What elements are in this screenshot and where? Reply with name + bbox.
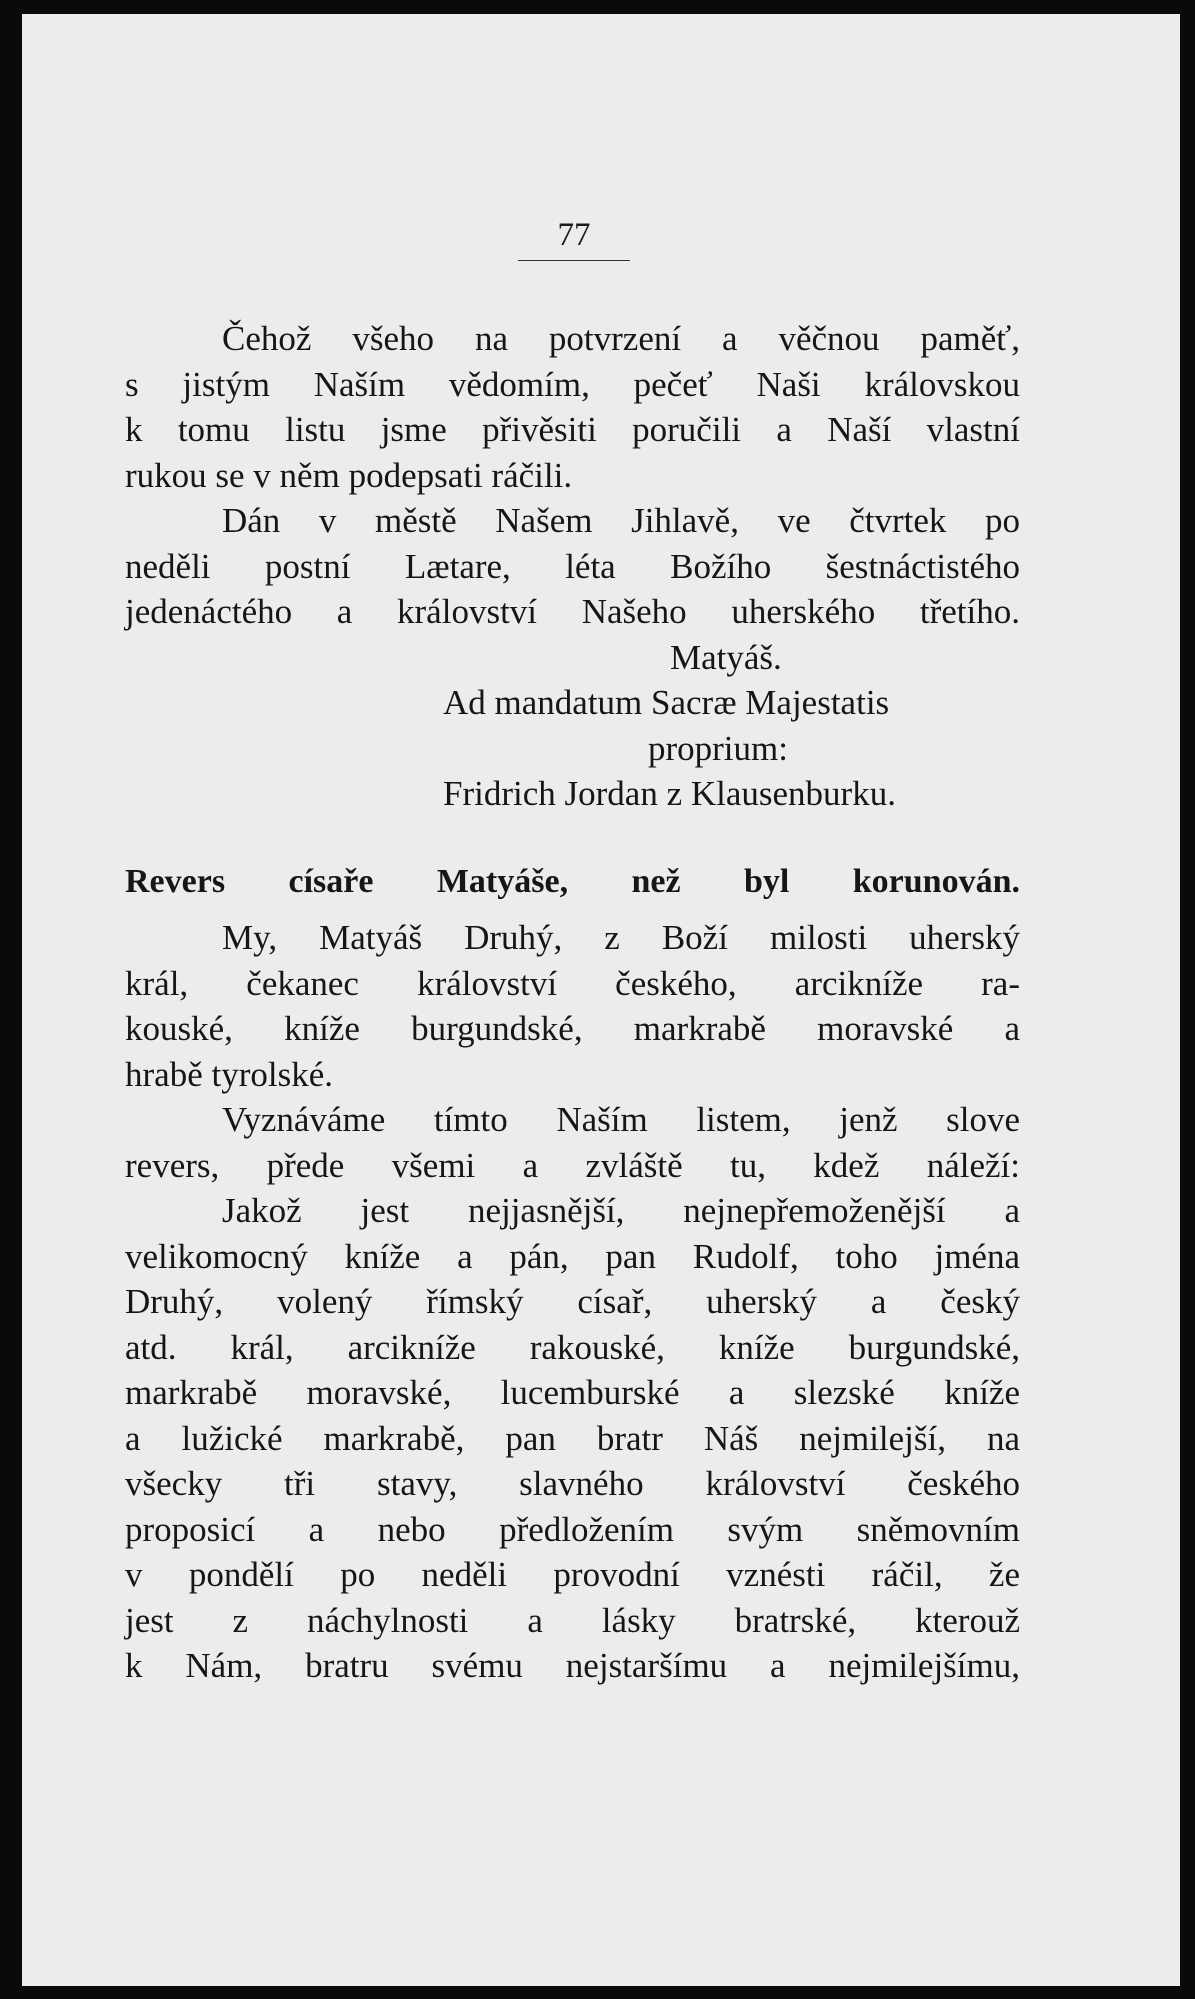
signature-secretary: Fridrich Jordan z Klausenburku. [443,774,896,813]
signature-name: Matyáš. [670,637,782,677]
text-line: k Nám, bratru svému nejstaršímu a nejmilejšímu, [125,1646,1020,1685]
text-line: Druhý, volený římský císař, uherský a český [125,1282,1020,1321]
text-line: král, čekanec království českého, arcikníže ra- [125,963,1020,1003]
page-text [125,316,1020,1689]
text-line: hrabě tyrolské. [125,1054,333,1094]
text-line: Dán v městě Našem Jihlavě, ve čtvrtek po [222,501,1020,540]
text-line: neděli postní Lætare, léta Božího šestnáctistého [125,546,1020,586]
text-line: s jistým Naším vědomím, pečeť Naši královskou [125,364,1020,404]
text-line: jedenáctého a království Našeho uherského třetího. [125,592,1020,631]
page-number: 77 [518,216,630,261]
text-line: k tomu listu jsme přivěsiti poručili a Naší vlastní [125,410,1020,449]
book-page [22,14,1180,1986]
text-line: Jakož jest nejjasnější, nejnepřemoženější a [222,1191,1020,1230]
text-line: atd. král, arcikníže rakouské, kníže burgundské, [125,1327,1020,1367]
text-line: v pondělí po neděli provodní vznésti ráčil, že [125,1555,1020,1594]
signature-proprium: proprium: [648,728,788,768]
text-line: Čehož všeho na potvrzení a věčnou paměť, [222,319,1020,358]
text-line: rukou se v něm podepsati ráčili. [125,455,573,495]
text-line: jest z náchylnosti a lásky bratrské, kterouž [125,1600,1020,1640]
text-line: kouské, kníže burgundské, markrabě moravské a [125,1009,1020,1048]
text-line: revers, přede všemi a zvláště tu, kdež náleží: [125,1145,1020,1185]
text-line: markrabě moravské, lucemburské a slezské kníže [125,1373,1020,1412]
section-heading: Revers císaře Matyáše, než byl korunován. [125,862,1020,900]
text-line: proposicí a nebo předložením svým sněmovním [125,1509,1020,1549]
text-line: a lužické markrabě, pan bratr Náš nejmilejší, na [125,1418,1020,1458]
text-line: všecky tři stavy, slavného království českého [125,1464,1020,1503]
signature-mandate: Ad mandatum Sacræ Majestatis [443,683,890,722]
text-line: Vyznáváme tímto Naším listem, jenž slove [222,1100,1020,1139]
text-line: My, Matyáš Druhý, z Boží milosti uherský [222,918,1020,957]
text-line: velikomocný kníže a pán, pan Rudolf, toho jména [125,1236,1020,1276]
